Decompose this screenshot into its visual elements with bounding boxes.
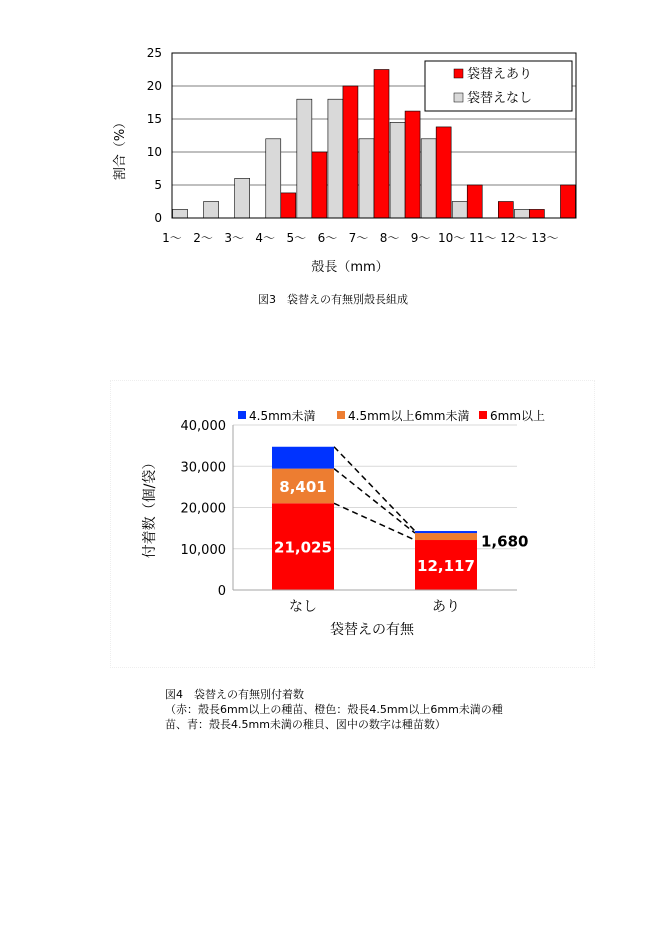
- fig4-legend-swatch-orange: [337, 411, 345, 419]
- fig4-bar-segment: [272, 447, 334, 469]
- fig3-x-tick-label: 5～: [286, 231, 307, 245]
- fig3-y-tick-label: 25: [146, 46, 162, 60]
- fig3-x-tick-label: 10～: [438, 231, 466, 245]
- fig3-x-tick-label: 6～: [317, 231, 338, 245]
- fig3-y-tick-label: 0: [154, 211, 162, 225]
- fig4-y-tick-label: 30,000: [180, 460, 226, 476]
- fig4-x-tick-labels: [289, 599, 460, 615]
- fig3-y-tick-label: 5: [154, 178, 162, 192]
- fig3-x-tick-label: 9～: [410, 231, 431, 245]
- fig3-y-tick-label: 10: [146, 145, 162, 159]
- fig4-x-axis-title: 袋替えの有無: [330, 622, 414, 638]
- fig3-x-tick-label: 13～: [531, 231, 559, 245]
- fig4-bar-segment: [415, 531, 477, 533]
- fig3-y-tick-label: 15: [146, 112, 162, 126]
- fig4-x-tick-label: あり: [432, 599, 460, 615]
- fig4-legend: [238, 408, 545, 423]
- fig4-y-axis-title: 付着数（個/袋）: [142, 455, 158, 559]
- figure4-caption-line: 苗、青：殻長4.5mm未満の稚貝、図中の数字は種苗数）: [165, 718, 446, 731]
- fig4-y-tick-label: 10,000: [180, 542, 226, 558]
- fig4-connector-line: [334, 447, 415, 531]
- fig3-x-tick-label: 7～: [348, 231, 369, 245]
- fig3-x-tick-label: 11～: [469, 231, 497, 245]
- fig3-x-tick-label: 8～: [379, 231, 400, 245]
- fig4-y-tick-label: 0: [217, 584, 226, 599]
- fig4-legend-swatch-blue: [238, 411, 246, 419]
- fig4-legend-label-red: 6mm以上: [490, 409, 546, 423]
- fig3-x-tick-label: 4～: [255, 231, 276, 245]
- fig3-legend-label-nashi: 袋替えなし: [467, 91, 533, 106]
- fig4-x-tick-label: なし: [289, 599, 317, 615]
- fig3-legend-label-ari: 袋替えあり: [467, 67, 533, 82]
- fig4-data-label: 1,680: [481, 532, 529, 551]
- fig4-y-tick-label: 40,000: [180, 419, 226, 434]
- fig4-data-label: 8,401: [279, 477, 327, 496]
- fig4-legend-label-blue: 4.5mm未満: [249, 409, 316, 423]
- fig4-connector-line: [334, 503, 415, 540]
- fig4-y-tick-label: 20,000: [180, 501, 226, 517]
- fig4-bar-segment: [415, 533, 477, 540]
- fig4-y-tick-labels: [181, 419, 227, 599]
- figure4-caption: [165, 687, 503, 732]
- fig4-data-label: 21,025: [274, 538, 332, 557]
- fig4-legend-swatch-red: [479, 411, 487, 419]
- fig3-x-tick-label: 2～: [193, 231, 213, 245]
- fig4-legend-label-orange: 4.5mm以上6mm未満: [348, 409, 470, 423]
- fig3-x-tick-label: 3～: [224, 231, 244, 245]
- fig4-connector-line: [334, 469, 415, 533]
- fig4-data-label: 12,117: [417, 557, 475, 576]
- figure4-caption-line: （赤：殻長6mm以上の種苗、橙色：殻長4.5mm以上6mm未満の種: [165, 703, 503, 716]
- fig3-x-tick-label: 12～: [500, 231, 528, 245]
- fig4-connector-lines: [334, 447, 415, 540]
- figure3-caption: 図3 袋替えの有無別殻長組成: [258, 293, 408, 306]
- figure4-caption-line: 図4 袋替えの有無別付着数: [165, 688, 304, 701]
- fig3-x-tick-label: 1～: [162, 231, 182, 245]
- fig3-y-tick-label: 20: [146, 79, 162, 93]
- fig3-x-axis-title: 殻長（mm）: [311, 260, 389, 275]
- fig3-y-axis-title: 割合（%）: [113, 115, 128, 181]
